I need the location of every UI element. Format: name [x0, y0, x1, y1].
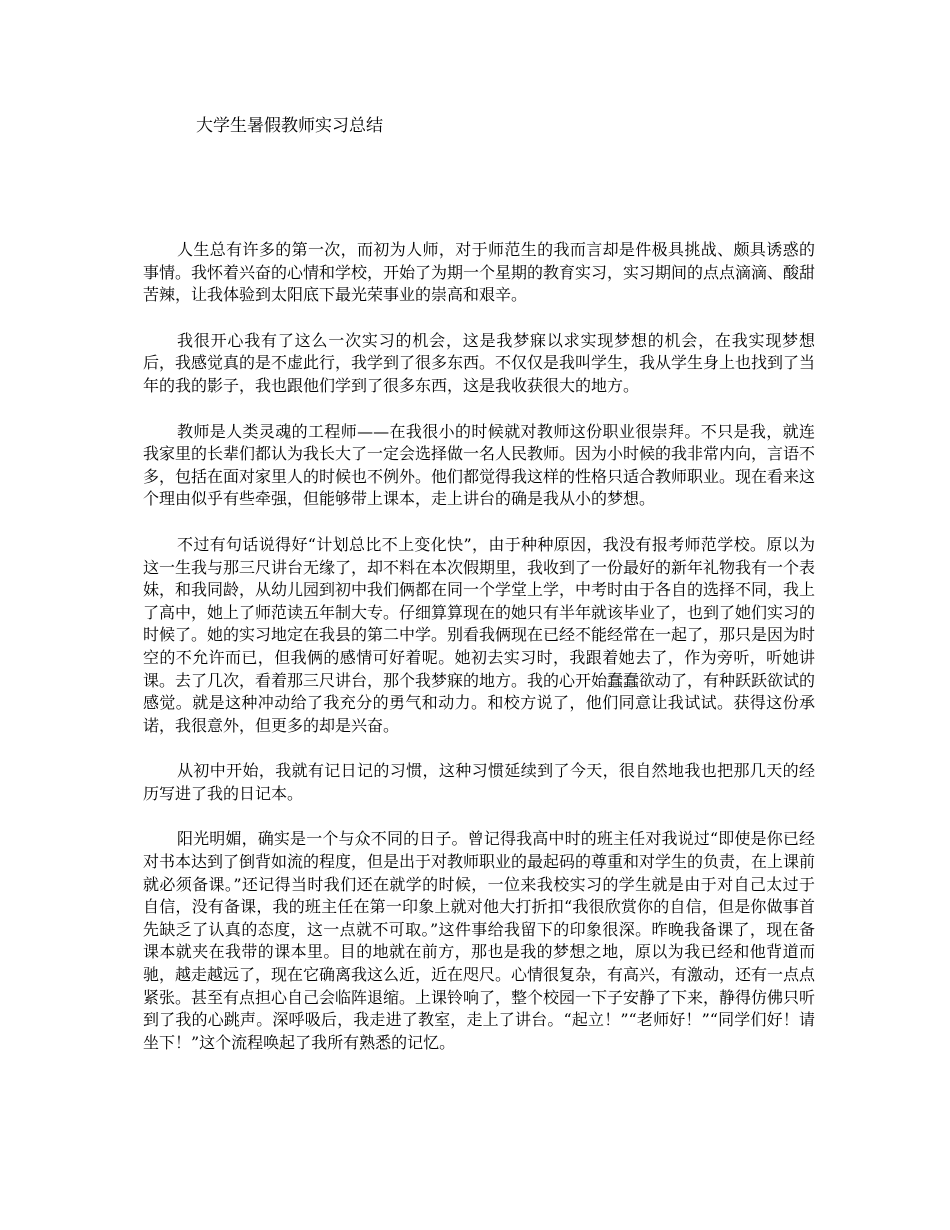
paragraph-2: 我很开心我有了这么一次实习的机会，这是我梦寐以求实现梦想的机会，在我实现梦想后，我感觉真的是不虚此行，我学到了很多东西。不仅仅是我叫学生，我从学生身上也找到了当年的我的影子，我也跟他们学到了很多东西，这是我收获很大的地方。 [143, 330, 816, 395]
paragraph-4: 不过有句话说得好“计划总比不上变化快”，由于种种原因，我没有报考师范学校。原以为这一生我与那三尺讲台无缘了，却不料在本次假期里，我收到了一份最好的新年礼物我有一个表妹，和我同龄，从幼儿园到初中我们俩都在同一个学堂上学，中考时由于各自的选择不同，我上了高中，她上了师范读五年制大专。仔细算算现在的她只有半年就该毕业了，也到了她们实习的时候了。她的实习地定在我县的第二中学。别看我俩现在已经不能经常在一起了，那只是因为时空的不允许而已，但我俩的感情可好着呢。她初去实习时，我跟着她去了，作为旁听，听她讲课。去了几次，看着那三尺讲台，那个我梦寐的地方。我的心开始蠢蠢欲动了，有种跃跃欲试的感觉。就是这种冲动给了我充分的勇气和动力。和校方说了，他们同意让我试试。获得这份承诺，我很意外，但更多的却是兴奋。 [143, 534, 816, 735]
paragraph-3: 教师是人类灵魂的工程师——在我很小的时候就对教师这份职业很崇拜。不只是我，就连我家里的长辈们都认为我长大了一定会选择做一名人民教师。因为小时候的我非常内向，言语不多，包括在面对家里人的时候也不例外。他们都觉得我这样的性格只适合教师职业。现在看来这个理由似乎有些牵强，但能够带上课本，走上讲台的确是我从小的梦想。 [143, 421, 816, 509]
paragraph-5: 从初中开始，我就有记日记的习惯，这种习惯延续到了今天，很自然地我也把那几天的经历写进了我的日记本。 [143, 761, 815, 803]
paragraph-6: 阳光明媚，确实是一个与众不同的日子。曾记得我高中时的班主任对我说过“即使是你已经对书本达到了倒背如流的程度，但是出于对教师职业的最起码的尊重和对学生的负责，在上课前就必须备课。”还记得当时我们还在就学的时候，一位来我校实习的学生就是由于对自己太过于自信，没有备课，我的班主任在第一印象上就对他大打折扣“我很欣赏你的自信，但是你做事首先缺乏了认真的态度，这一点就不可取。”这件事给我留下的印象很深。昨晚我备课了，现在备课本就夹在我带的课本里。目的地就在前方，那也是我的梦想之地，原以为我已经和他背道而驰，越走越远了，现在它确离我这么近，近在咫尺。心情很复杂，有高兴，有激动，还有一点点紧张。甚至有点担心自己会临阵退缩。上课铃响了，整个校园一下子安静了下来，静得仿佛只听到了我的心跳声。深呼吸后，我走进了教室，走上了讲台。“起立！”“老师好！”“同学们好！请坐下！”这个流程唤起了我所有熟悉的记忆。 [143, 829, 816, 1052]
paragraph-1: 人生总有许多的第一次，而初为人师，对于师范生的我而言却是件极具挑战、颇具诱惑的事情。我怀着兴奋的心情和学校，开始了为期一个星期的教育实习，实习期间的点点滴滴、酸甜苦辣，让我体验到太阳底下最光荣事业的崇高和艰辛。 [143, 240, 816, 305]
document-title: 大学生暑假教师实习总结 [196, 116, 383, 136]
document-body [143, 239, 815, 1077]
